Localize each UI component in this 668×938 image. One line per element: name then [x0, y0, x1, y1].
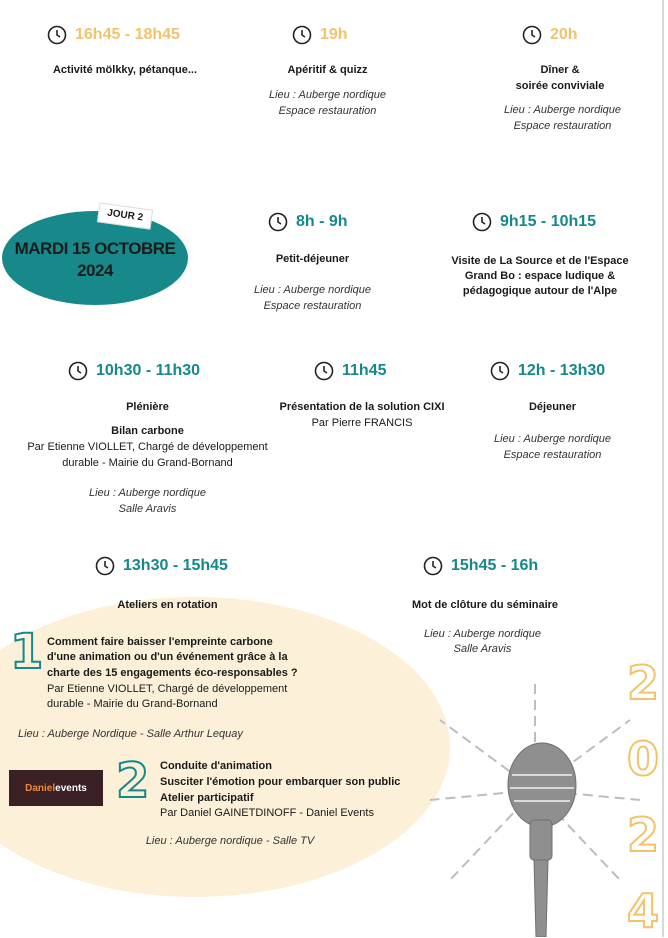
workshop-line: d'une animation ou d'un événement grâce à la — [47, 651, 288, 663]
event-title: Visite de La Source et de l'Espace — [451, 255, 629, 267]
event-speaker: Par Etienne VIOLLET, Chargé de développement — [27, 441, 268, 453]
workshop-line: Atelier participatif — [160, 792, 254, 804]
event-location: Espace restauration — [263, 300, 362, 312]
time-slot — [490, 361, 605, 381]
event-title: Déjeuner — [528, 401, 577, 413]
day-date-line: MARDI 15 OCTOBRE — [14, 239, 176, 258]
time-slot — [47, 25, 180, 45]
event-location: Lieu : Auberge nordique — [253, 284, 371, 296]
event-location: Espace restauration — [278, 105, 377, 117]
clock-icon — [423, 556, 443, 576]
time-label: 12h - 13h30 — [518, 362, 606, 379]
workshop-line: Susciter l'émotion pour embarquer son public — [160, 776, 401, 788]
event-title: Apéritif & quizz — [287, 64, 368, 76]
clock-icon — [95, 556, 115, 576]
time-slot — [68, 361, 200, 381]
time-label: 11h45 — [342, 362, 387, 379]
year-digit: 0 — [626, 732, 659, 786]
event-title: pédagogique autour de l'Alpe — [462, 285, 618, 297]
workshop-location: Lieu : Auberge Nordique - Salle Arthur Lequay — [18, 728, 243, 740]
event-title: Présentation de la solution CIXI — [279, 401, 445, 413]
daniel-events-logo — [9, 770, 103, 806]
workshop-speaker: Par Daniel GAINETDINOFF - Daniel Events — [160, 807, 374, 819]
year-digit: 2 — [626, 808, 659, 862]
clock-icon — [292, 25, 312, 45]
clock-icon — [472, 212, 492, 232]
event-location: Salle Aravis — [118, 503, 177, 515]
event-location: Lieu : Auberge nordique — [88, 487, 206, 499]
clock-icon — [68, 361, 88, 381]
day-date-line: 2024 — [77, 261, 113, 280]
time-slot — [522, 25, 578, 45]
event-title: Grand Bo : espace ludique & — [464, 270, 616, 282]
workshop-location: Lieu : Auberge nordique - Salle TV — [145, 835, 315, 847]
time-label: 13h30 - 15h45 — [123, 557, 228, 574]
workshop-line: charte des 15 engagements éco-responsables ? — [47, 667, 298, 679]
time-label: 16h45 - 18h45 — [75, 26, 180, 43]
event-subtitle: Bilan carbone — [111, 425, 184, 437]
event-title: Plénière — [126, 401, 169, 413]
event-title: Activité mölkky, pétanque... — [52, 64, 198, 76]
event-title: Mot de clôture du séminaire — [411, 599, 559, 611]
event-location: Salle Aravis — [453, 643, 512, 655]
time-label: 19h — [320, 26, 348, 43]
event-location: Espace restauration — [503, 449, 602, 461]
workshop-line: Comment faire baisser l'empreinte carbone — [47, 636, 273, 648]
event-title: soirée conviviale — [515, 80, 605, 92]
workshop-speaker: Par Etienne VIOLLET, Chargé de développement — [47, 683, 288, 695]
clock-icon — [268, 212, 288, 232]
time-label: 10h30 - 11h30 — [96, 362, 201, 379]
microphone-illustration — [430, 680, 640, 937]
event-location: Lieu : Auberge nordique — [423, 628, 541, 640]
event-speaker: Par Pierre FRANCIS — [311, 417, 413, 429]
workshop-number: 1 — [10, 624, 44, 680]
time-slot — [95, 556, 228, 576]
time-slot — [472, 212, 596, 232]
clock-icon — [522, 25, 542, 45]
day-date — [2, 238, 188, 282]
workshop-speaker: durable - Mairie du Grand-Bornand — [47, 698, 218, 710]
event-title: Petit-déjeuner — [275, 253, 350, 265]
day-badge: JOUR 2 — [97, 202, 153, 229]
time-label: 9h15 - 10h15 — [500, 213, 597, 230]
page-border — [662, 0, 664, 937]
clock-icon — [47, 25, 67, 45]
logo-part1: Daniel — [25, 782, 56, 794]
clock-icon — [314, 361, 334, 381]
event-title: Dîner & — [540, 64, 580, 76]
time-label: 8h - 9h — [296, 213, 348, 230]
event-title: Ateliers en rotation — [117, 599, 218, 611]
year-digit: 4 — [626, 884, 659, 938]
year-digit: 2 — [626, 656, 659, 710]
event-location: Espace restauration — [513, 120, 612, 132]
time-label: 15h45 - 16h — [451, 557, 539, 574]
workshop-line: Conduite d'animation — [160, 760, 272, 772]
workshop-number: 2 — [116, 753, 150, 809]
event-location: Lieu : Auberge nordique — [503, 104, 621, 116]
event-speaker: durable - Mairie du Grand-Bornand — [62, 457, 233, 469]
logo-part2: events — [55, 782, 87, 794]
time-label: 20h — [550, 26, 578, 43]
clock-icon — [490, 361, 510, 381]
event-location: Lieu : Auberge nordique — [493, 433, 611, 445]
event-location: Lieu : Auberge nordique — [268, 89, 386, 101]
time-slot — [423, 556, 538, 576]
time-slot — [314, 361, 386, 381]
time-slot — [292, 25, 348, 45]
time-slot — [268, 212, 348, 232]
